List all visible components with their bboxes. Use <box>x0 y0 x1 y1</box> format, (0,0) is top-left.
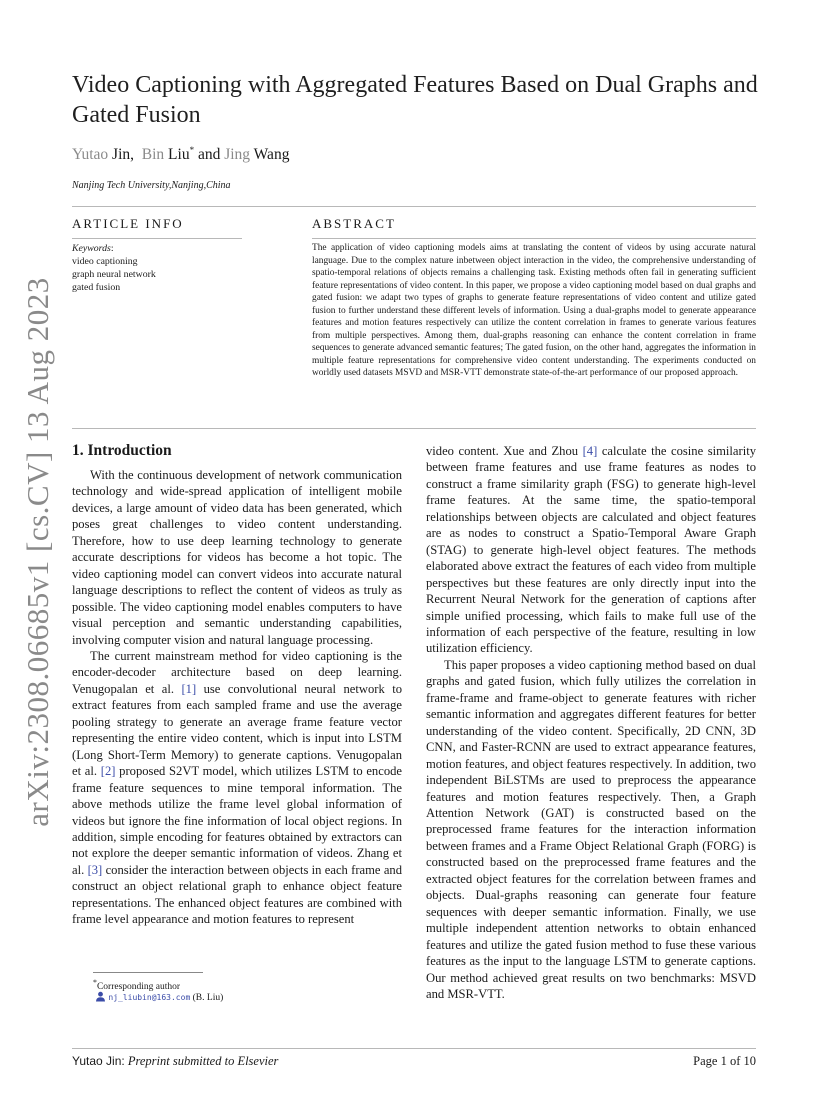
author-family-name: Liu <box>168 146 190 164</box>
body-paragraph <box>72 648 402 928</box>
author-mark: * <box>189 145 195 155</box>
affiliation: Nanjing Tech University,Nanjing,China <box>72 180 231 191</box>
footnote-rule <box>93 972 203 973</box>
citation-link[interactable]: [1] <box>181 681 197 696</box>
email-owner: (B. Liu) <box>192 993 224 1003</box>
body-paragraph <box>426 443 756 657</box>
paragraph-text: With the continuous development of network communication technology and wide-spread application of intelligent mobile devices, a large amount of video data has been generated, which poses great challenges to video content understanding. Therefore, how to use deep learning technology to generate accurate descriptions for videos has become a hot topic. The video captioning model can convert videos into accurate natural language descriptions to reflect the content of videos as truly as possible. The video captioning model enables computers to have visual perception and semantic understanding capabilities, involving computer vision and natural language processing. <box>72 468 402 647</box>
paragraph-text: This paper proposes a video captioning method based on dual graphs and gated fusion, which fully utilizes the correlation in frame-frame and frame-object to generate features with richer semantic information and aggregates different features for better understanding of the video content. Specifically, 2D CNN, 3D CNN, and Faster-RCNN are used to extract appearance features, motion features, and object features respectively. In addition, two independent BiLSTMs are used to preprocess the appearance features and motion features respectively. Then, a Graph Attention Network (GAT) is constructed based on the preprocessed frame features for the interaction information between frames and a Frame Object Relational Graph (FORG) is constructed based on the preprocessed frame features and the extracted object features for the correlation between frames and objects. Dual-graphs reasoning can generate four feature sequences with deeper semantic information. Finally, we use multiple independent attention networks to obtain enhanced features and utilize the gated fusion method to fuse these various features as the input to the language LSTM to generate captions. Our method achieved great results on two benchmarks: MSVD and MSR-VTT. <box>426 657 756 1001</box>
footer-author: Yutao Jin: <box>72 1054 125 1068</box>
keywords-label: Keywords <box>72 243 111 254</box>
keyword-item: video captioning <box>72 256 138 267</box>
footer-journal: Preprint submitted to Elsevier <box>127 1054 279 1068</box>
footer-left <box>72 1054 278 1069</box>
author-given-name: Jing <box>224 146 251 164</box>
paragraph-text: video content. Xue and Zhou <box>426 444 583 458</box>
abstract-heading: ABSTRACT <box>312 216 396 231</box>
abstract-divider <box>72 428 756 429</box>
paragraph-text: use convolutional neural network to extract features from each sampled frame and use the average pooling strategy to generate an average frame feature vector representing the entire video content, which is input into LSTM (Long Short-Term Memory) to generate captions. Venugopalan et al. <box>72 681 402 779</box>
body-column-left <box>72 467 402 928</box>
citation-link[interactable]: [2] <box>100 764 116 779</box>
body-paragraph <box>72 467 402 648</box>
section-heading-introduction: 1. Introduction <box>72 442 172 459</box>
paper-title: Video Captioning with Aggregated Features Based on Dual Graphs and Gated Fusion <box>72 72 758 128</box>
email-link[interactable]: nj_liubin@163.com <box>108 993 191 1002</box>
body-paragraph <box>426 657 756 1003</box>
paragraph-text: calculate the cosine similarity between frame features and use frame features as nodes to construct a frame similarity graph (FSG) to generate high-level frame features. At the same time, the spatio-temporal relationships between objects are calculated and object features are as nodes to construct a Spatio-Temporal Aware Graph (STAG) to generate high-level object features. The methods elaborated above extract the features of each video from multiple perspectives but these features are only directly input into the Recurrent Neural Network for the generation of captions after simple unified processing, which fails to make full use of the information of each perspective of the feature, resulting in low utilization efficiency. <box>426 444 756 656</box>
keywords-block: Keywords: video captioning graph neural network gated fusion <box>72 243 156 293</box>
body-column-right <box>426 443 756 1002</box>
author-given-name: Yutao <box>72 146 109 164</box>
footer-divider <box>72 1048 756 1049</box>
author-separator: and <box>194 146 225 164</box>
header-divider <box>72 206 756 207</box>
article-info-heading: ARTICLE INFO <box>72 216 184 231</box>
author-family-name: Jin <box>112 146 131 164</box>
keyword-item: gated fusion <box>72 282 121 293</box>
keyword-item: graph neural network <box>72 269 156 280</box>
page-number: Page 1 of 10 <box>693 1054 756 1068</box>
author-family-name: Wang <box>253 146 290 164</box>
article-info-rule <box>72 238 242 239</box>
author-given-name: Bin <box>141 146 165 164</box>
paragraph-text: The current mainstream method for video captioning is the encoder-decoder architecture based on deep learning. Venugopalan et al. <box>72 648 402 696</box>
abstract-text: The application of video captioning models aims at translating the content of videos by using accurate natural language. Due to the complex nature inbetween object interaction in the video, the comprehensive understanding of spatio-temporal relations of objects remains a challenging task. Existing methods often fail in generating sufficient feature representations of video content. In this paper, we propose a video captioning model based on dual graphs and gated fusion: we adapt two types of graphs to generate feature representations of video content and utilize gated fusion to further understand these different levels of information. Using a dual-graphs model to generate appearance features and motion features respectively can utilize the content correlation in frames to generate various features from multiple perspectives. Among them, dual-graphs reasoning can enhance the content correlation in frame sequences to generate advanced semantic features; The gated fusion, on the other hand, aggregates the information in multiple feature representations for comprehensive video content understanding. The experiments conducted on worldly used datasets MSVD and MSR-VTT demonstrate state-of-the-art performance of our proposed approach. <box>312 243 756 378</box>
arxiv-identifier: arXiv:2308.06685v1 [cs.CV] 13 Aug 2023 <box>20 277 55 827</box>
email-note <box>95 991 223 1003</box>
person-icon <box>95 993 106 1003</box>
citation-link[interactable]: [3] <box>87 862 103 877</box>
paragraph-text: consider the interaction between objects in each frame and construct an object relational graph to enhance object feature representations. The enhanced object features are combined with frame level appearance and motion features to represent <box>72 862 402 927</box>
author-separator: , <box>130 146 142 164</box>
abstract-rule <box>312 238 756 239</box>
corresponding-author-label: Corresponding author <box>96 982 181 993</box>
paragraph-text: proposed S2VT model, which utilizes LSTM to encode frame feature sequences to mine temporal information. The above methods utilize the frame level global information of videos but ignore the fine information of local object regions. In addition, simple encoding for features obtained by extractors can not explore the deeper semantic information of videos. Zhang et al. <box>72 764 403 877</box>
citation-link[interactable]: [4] <box>582 444 598 458</box>
author-list <box>72 145 289 164</box>
footnote-mark: * <box>93 978 97 987</box>
